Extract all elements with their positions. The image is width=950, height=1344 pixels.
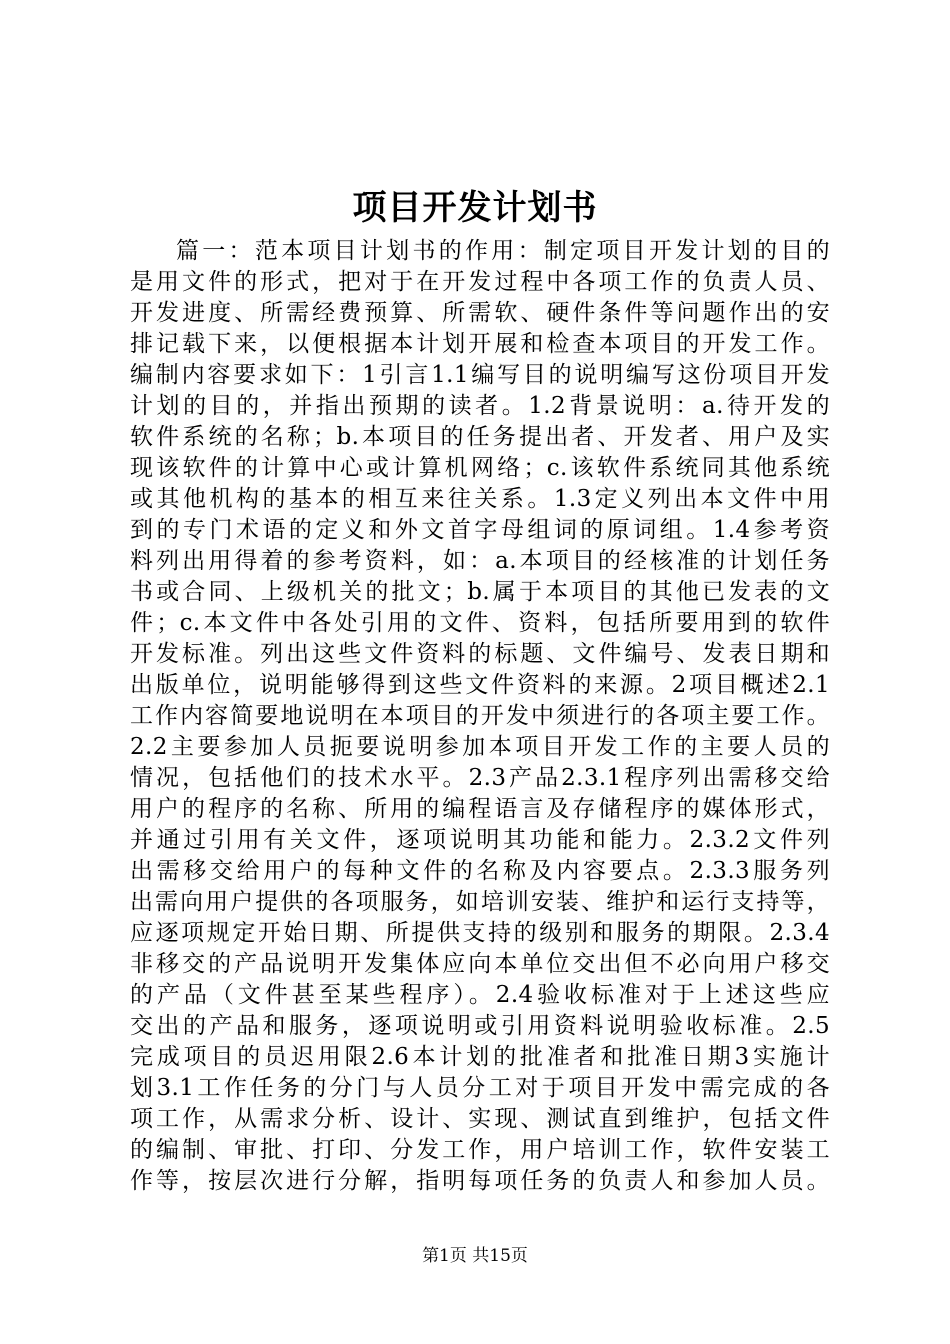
body-text-line: 出需向用户提供的各项服务，如培训安装、维护和运行支持等， — [130, 889, 830, 915]
body-text-line: 交出的产品和服务，逐项说明或引用资料说明验收标准。2.5 — [130, 1013, 830, 1039]
body-text-line: 出需移交给用户的每种文件的名称及内容要点。2.3.3服务列 — [130, 858, 830, 884]
body-text-line: 情况，包括他们的技术水平。2.3产品2.3.1程序列出需移交给 — [130, 765, 830, 791]
body-text-line: 到的专门术语的定义和外文首字母组词的原词组。1.4参考资 — [130, 517, 830, 543]
body-text-line: 软件系统的名称；b.本项目的任务提出者、开发者、用户及实 — [130, 424, 830, 450]
body-text-line: 工作内容简要地说明在本项目的开发中须进行的各项主要工作。 — [130, 703, 830, 729]
document-body — [130, 236, 830, 1197]
body-text-line: 或其他机构的基本的相互来往关系。1.3定义列出本文件中用 — [130, 486, 830, 512]
body-text-line: 排记载下来，以便根据本计划开展和检查本项目的开发工作。 — [130, 331, 830, 357]
body-text-line: 篇一：范本项目计划书的作用：制定项目开发计划的目的 — [176, 238, 830, 264]
body-text-line: 的编制、审批、打印、分发工作，用户培训工作，软件安装工 — [130, 1137, 830, 1163]
body-text-line: 非移交的产品说明开发集体应向本单位交出但不必向用户移交 — [130, 951, 830, 977]
body-text-line: 计划的目的，并指出预期的读者。1.2背景说明：a.待开发的 — [130, 393, 830, 419]
body-text-line: 完成项目的员迟用限2.6本计划的批准者和批准日期3实施计 — [130, 1044, 830, 1070]
body-text-line: 划3.1工作任务的分门与人员分工对于项目开发中需完成的各 — [130, 1075, 830, 1101]
body-text-line: 料列出用得着的参考资料，如：a.本项目的经核准的计划任务 — [130, 548, 830, 574]
body-text-line: 用户的程序的名称、所用的编程语言及存储程序的媒体形式， — [130, 796, 830, 822]
page-number-footer: 第1页 共15页 — [422, 1246, 528, 1266]
body-text-line: 现该软件的计算中心或计算机网络；c.该软件系统同其他系统 — [130, 455, 830, 481]
body-text-line: 开发标准。列出这些文件资料的标题、文件编号、发表日期和 — [130, 641, 830, 667]
body-text-line: 作等，按层次进行分解，指明每项任务的负责人和参加人员。 — [130, 1168, 830, 1194]
body-text-line: 开发进度、所需经费预算、所需软、硬件条件等问题作出的安 — [130, 300, 830, 326]
body-text-line: 项工作，从需求分析、设计、实现、测试直到维护，包括文件 — [130, 1106, 830, 1132]
body-text-line: 件；c.本文件中各处引用的文件、资料，包括所要用到的软件 — [130, 610, 830, 636]
body-text-line: 是用文件的形式，把对于在开发过程中各项工作的负责人员、 — [130, 269, 830, 295]
body-text-line: 出版单位，说明能够得到这些文件资料的来源。2项目概述2.1 — [130, 672, 830, 698]
body-text-line: 的产品（文件甚至某些程序）。2.4验收标准对于上述这些应 — [130, 982, 830, 1008]
body-text-line: 应逐项规定开始日期、所提供支持的级别和服务的期限。2.3.4 — [130, 920, 830, 946]
body-text-line: 并通过引用有关文件，逐项说明其功能和能力。2.3.2文件列 — [130, 827, 830, 853]
body-text-line: 编制内容要求如下：1引言1.1编写目的说明编写这份项目开发 — [130, 362, 830, 388]
body-text-line: 2.2主要参加人员扼要说明参加本项目开发工作的主要人员的 — [130, 734, 830, 760]
document-title: 项目开发计划书 — [352, 188, 598, 228]
body-text-line: 书或合同、上级机关的批文；b.属于本项目的其他已发表的文 — [130, 579, 830, 605]
